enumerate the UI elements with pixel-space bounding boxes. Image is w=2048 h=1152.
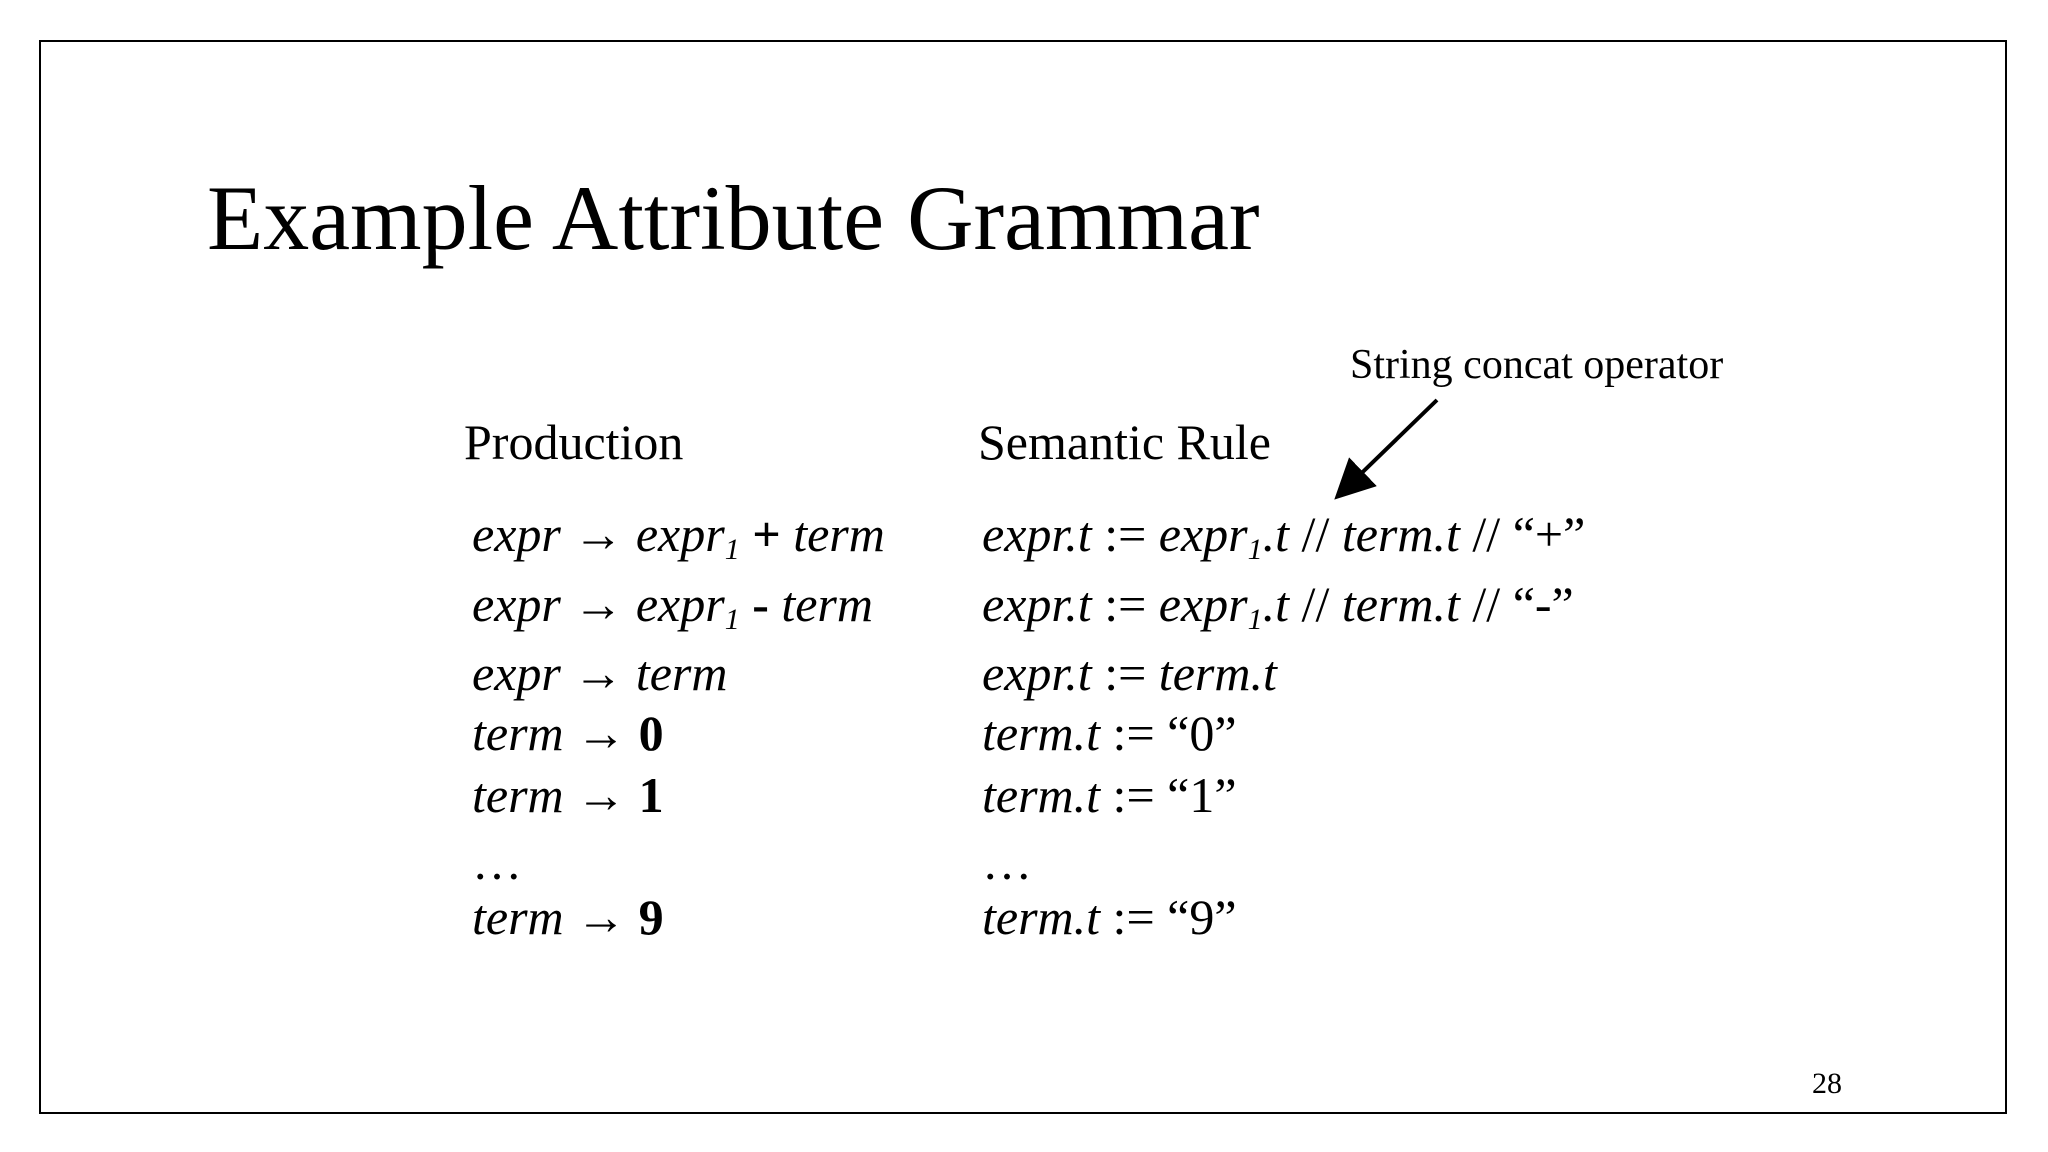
semantic-rule-row: term.t := “0” — [982, 705, 1237, 761]
semantic-rule-row: term.t := “1” — [982, 767, 1237, 823]
production-row: … — [472, 834, 522, 890]
slide-title: Example Attribute Grammar — [207, 167, 1260, 269]
page-number: 28 — [1812, 1067, 1842, 1100]
production-row: term → 1 — [472, 767, 664, 823]
semantic-rule-row: expr.t := term.t — [982, 645, 1277, 701]
production-row: expr → expr$_1$ + term — [472, 506, 885, 566]
production-header: Production — [464, 414, 684, 470]
semantic-rule-header: Semantic Rule — [978, 414, 1271, 470]
semantic-rule-row: expr.t := expr$_1$.t // term.t // “-” — [982, 576, 1574, 636]
semantic-rule-row: term.t := “9” — [982, 889, 1237, 945]
semantic-rule-row: expr.t := expr$_1$.t // term.t // “+” — [982, 506, 1586, 566]
semantic-rule-row: … — [982, 834, 1032, 890]
production-row: term → 9 — [472, 889, 664, 945]
annotation-label: String concat operator — [1350, 342, 1724, 388]
production-row: expr → expr$_1$ - term — [472, 576, 873, 636]
production-row: expr → term — [472, 645, 728, 701]
production-row: term → 0 — [472, 705, 664, 761]
